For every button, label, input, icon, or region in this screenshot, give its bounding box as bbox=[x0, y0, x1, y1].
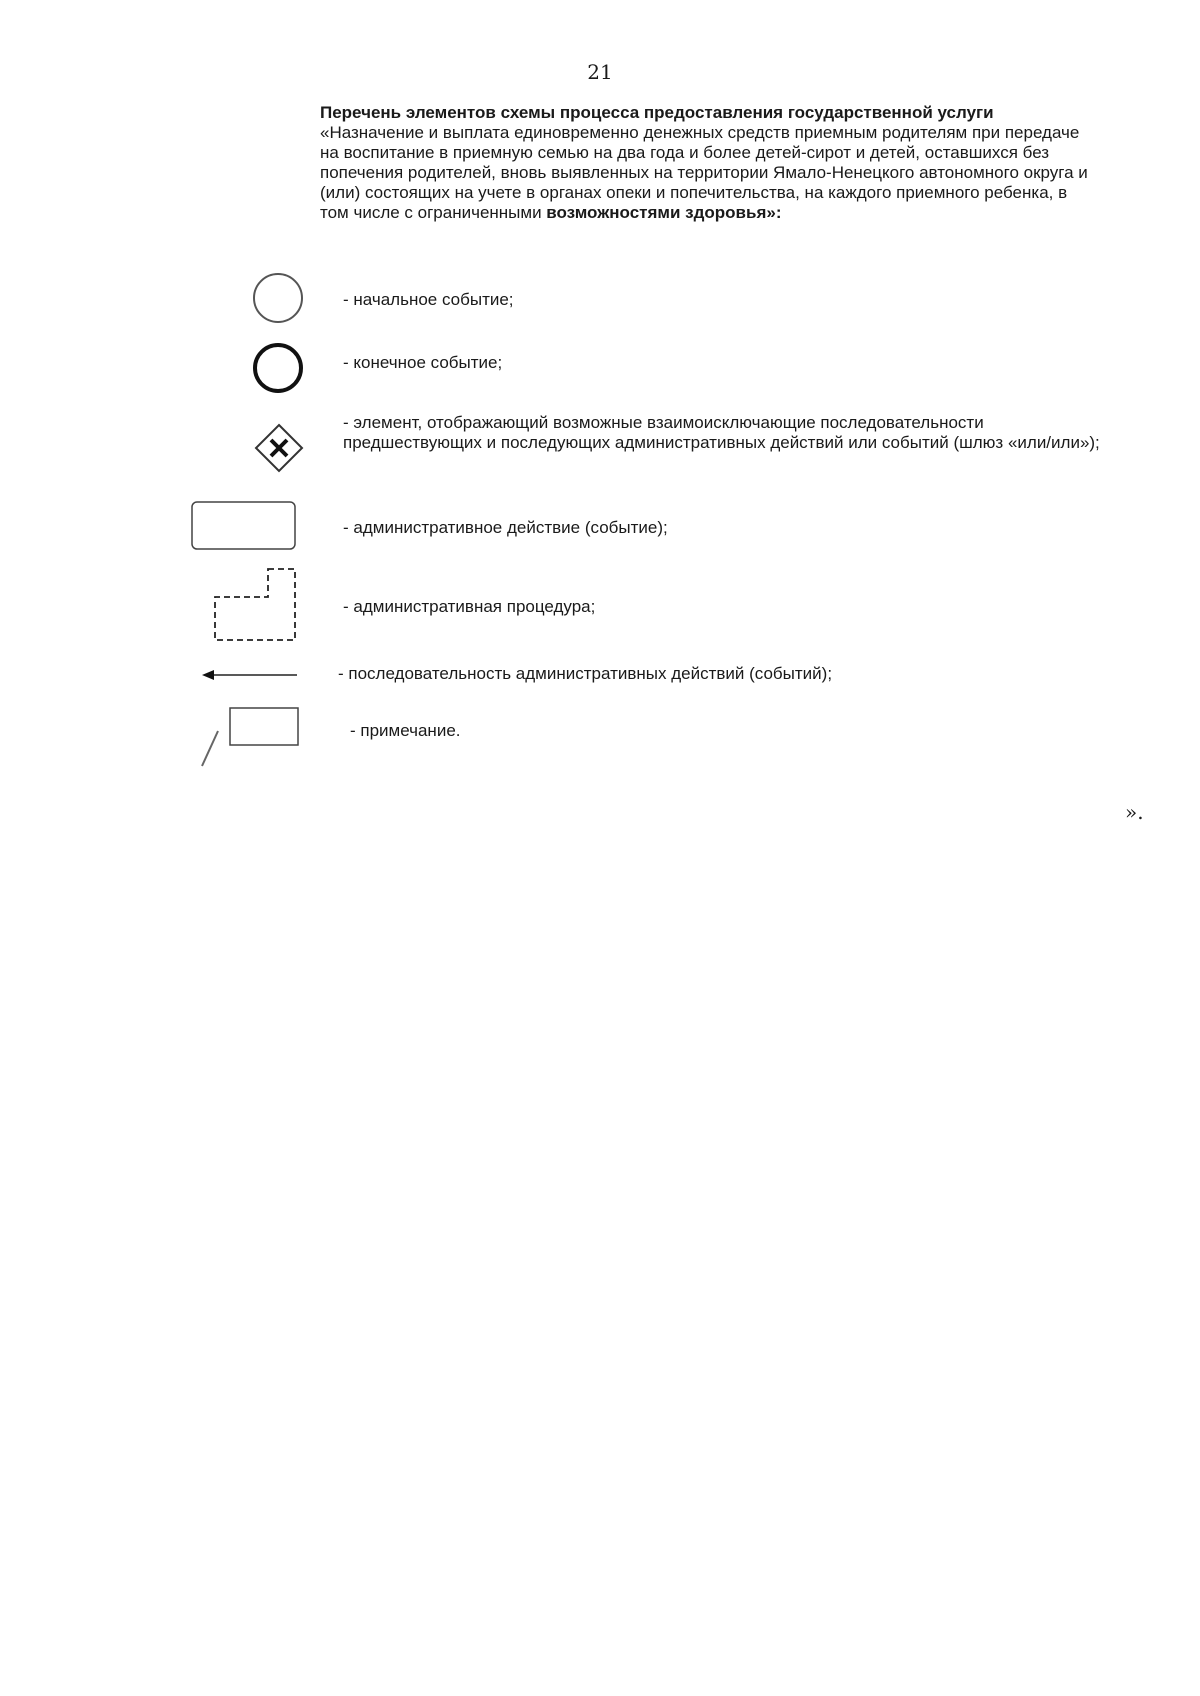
legend-text: - примечание. bbox=[350, 721, 461, 740]
sequence-arrow-icon bbox=[200, 660, 300, 690]
legend-text: - административное действие (событие); bbox=[343, 518, 668, 537]
heading-body: «Назначение и выплата единовременно денежных средств приемным родителям при передаче на воспитание в приемную семью на два года и более детей-сирот и детей, оставшихся без попечения родителей, вновь выявленных на территории Ямало-Ненецкого автономного округа и (или) состоящих на учете в органах опеки и попечительства, на каждого приемного ребенка, в том числе с ограниченными bbox=[320, 123, 1088, 222]
legend-text: - конечное событие; bbox=[343, 353, 503, 372]
annotation-icon bbox=[198, 706, 302, 768]
exclusive-gateway-icon bbox=[254, 423, 304, 473]
start-event-icon bbox=[250, 270, 306, 326]
closing-quote-mark: ». bbox=[1125, 800, 1144, 824]
procedure-dashed-icon bbox=[210, 567, 300, 643]
heading-bold-end: возможностями здоровья»: bbox=[546, 203, 782, 222]
heading-bold-start: Перечень элементов схемы процесса предоставления государственной услуги bbox=[320, 103, 994, 122]
activity-box-icon bbox=[190, 500, 298, 552]
legend-text: - административная процедура; bbox=[343, 597, 596, 616]
legend-text: - элемент, отображающий возможные взаимоисключающие последовательности предшествующих и последующих административных действий или событий (шлюз «или/или»); bbox=[343, 413, 1100, 452]
legend-text: - последовательность административных действий (событий); bbox=[338, 664, 833, 683]
end-event-icon bbox=[250, 340, 306, 396]
legend-heading bbox=[320, 103, 1090, 223]
legend-text: - начальное событие; bbox=[343, 290, 514, 309]
page-number: 21 bbox=[587, 60, 613, 84]
